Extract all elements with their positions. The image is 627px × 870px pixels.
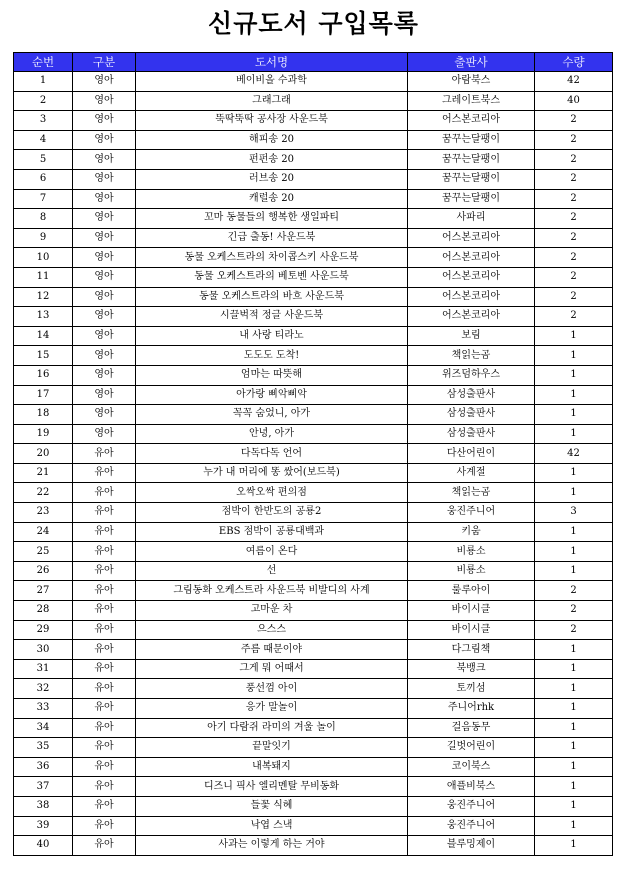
cell-quantity: 1	[535, 542, 613, 562]
cell-category: 영아	[73, 267, 136, 287]
cell-number: 34	[14, 718, 73, 738]
cell-title: 시끌벅적 정글 사운드북	[136, 307, 408, 327]
cell-publisher: 블루밍제이	[408, 836, 535, 856]
cell-title: 누가 내 머리에 똥 쌌어(보드북)	[136, 463, 408, 483]
cell-title: 그림동화 오케스트라 사운드북 비발디의 사계	[136, 581, 408, 601]
table-row	[14, 365, 613, 385]
table-row	[14, 189, 613, 209]
column-header-quantity: 수량	[535, 53, 613, 72]
cell-title: 응가 말놀이	[136, 699, 408, 719]
column-header-publisher: 출판사	[408, 53, 535, 72]
cell-number: 15	[14, 346, 73, 366]
cell-number: 11	[14, 267, 73, 287]
cell-category: 유아	[73, 777, 136, 797]
cell-category: 유아	[73, 659, 136, 679]
cell-publisher: 꿈꾸는달팽이	[408, 189, 535, 209]
table-row	[14, 601, 613, 621]
cell-quantity: 1	[535, 522, 613, 542]
cell-category: 유아	[73, 444, 136, 464]
cell-title: 안녕, 아가	[136, 424, 408, 444]
cell-quantity: 1	[535, 699, 613, 719]
cell-category: 유아	[73, 640, 136, 660]
cell-category: 영아	[73, 72, 136, 92]
cell-title: 그게 뭐 어때서	[136, 659, 408, 679]
cell-title: 사과는 이렇게 하는 거야	[136, 836, 408, 856]
cell-title: 풍선껌 아이	[136, 679, 408, 699]
cell-publisher: 보림	[408, 326, 535, 346]
cell-number: 7	[14, 189, 73, 209]
cell-title: 오싹오싹 편의점	[136, 483, 408, 503]
table-row	[14, 640, 613, 660]
cell-quantity: 1	[535, 679, 613, 699]
cell-publisher: 그레이트북스	[408, 91, 535, 111]
cell-publisher: 웅진주니어	[408, 503, 535, 523]
cell-title: 뚝딱뚝딱 공사장 사운드북	[136, 111, 408, 131]
table-row	[14, 542, 613, 562]
cell-number: 1	[14, 72, 73, 92]
cell-title: 동물 오케스트라의 베토벤 사운드북	[136, 267, 408, 287]
cell-category: 유아	[73, 738, 136, 758]
cell-title: 도도도 도착!	[136, 346, 408, 366]
cell-number: 29	[14, 620, 73, 640]
table-row	[14, 405, 613, 425]
table-row	[14, 228, 613, 248]
cell-quantity: 1	[535, 326, 613, 346]
cell-publisher: 삼성출판사	[408, 424, 535, 444]
cell-quantity: 2	[535, 287, 613, 307]
table-row	[14, 757, 613, 777]
table-row	[14, 209, 613, 229]
cell-quantity: 1	[535, 640, 613, 660]
cell-title: 펀펀송 20	[136, 150, 408, 170]
cell-category: 영아	[73, 228, 136, 248]
cell-publisher: 키움	[408, 522, 535, 542]
cell-publisher: 길벗어린이	[408, 738, 535, 758]
cell-number: 39	[14, 816, 73, 836]
cell-number: 14	[14, 326, 73, 346]
cell-title: 선	[136, 561, 408, 581]
table-row	[14, 385, 613, 405]
cell-number: 4	[14, 130, 73, 150]
table-row	[14, 424, 613, 444]
column-header-title: 도서명	[136, 53, 408, 72]
cell-quantity: 1	[535, 385, 613, 405]
cell-title: 캐럴송 20	[136, 189, 408, 209]
cell-quantity: 1	[535, 405, 613, 425]
cell-title: 다독다독 언어	[136, 444, 408, 464]
cell-quantity: 1	[535, 757, 613, 777]
cell-publisher: 삼성출판사	[408, 385, 535, 405]
cell-category: 유아	[73, 816, 136, 836]
cell-publisher: 바이시클	[408, 620, 535, 640]
cell-category: 영아	[73, 287, 136, 307]
cell-title: 꼬마 동물들의 행복한 생일파티	[136, 209, 408, 229]
table-row	[14, 836, 613, 856]
cell-number: 5	[14, 150, 73, 170]
cell-quantity: 2	[535, 209, 613, 229]
table-row	[14, 503, 613, 523]
cell-quantity: 3	[535, 503, 613, 523]
cell-quantity: 2	[535, 130, 613, 150]
cell-title: 러브송 20	[136, 169, 408, 189]
cell-number: 17	[14, 385, 73, 405]
cell-quantity: 42	[535, 444, 613, 464]
column-header-number: 순번	[14, 53, 73, 72]
table-row	[14, 699, 613, 719]
cell-category: 영아	[73, 189, 136, 209]
table-row	[14, 738, 613, 758]
cell-number: 18	[14, 405, 73, 425]
column-header-category: 구분	[73, 53, 136, 72]
cell-quantity: 2	[535, 581, 613, 601]
cell-title: 으스스	[136, 620, 408, 640]
cell-publisher: 어스본코리아	[408, 307, 535, 327]
cell-category: 유아	[73, 757, 136, 777]
cell-publisher: 꿈꾸는달팽이	[408, 150, 535, 170]
cell-quantity: 2	[535, 248, 613, 268]
cell-number: 9	[14, 228, 73, 248]
cell-quantity: 2	[535, 601, 613, 621]
cell-category: 유아	[73, 503, 136, 523]
cell-category: 유아	[73, 581, 136, 601]
cell-category: 영아	[73, 424, 136, 444]
cell-quantity: 42	[535, 72, 613, 92]
cell-number: 8	[14, 209, 73, 229]
cell-title: 고마운 차	[136, 601, 408, 621]
cell-publisher: 꿈꾸는달팽이	[408, 169, 535, 189]
cell-category: 유아	[73, 483, 136, 503]
cell-quantity: 1	[535, 738, 613, 758]
cell-title: 아가랑 삐악삐악	[136, 385, 408, 405]
cell-number: 19	[14, 424, 73, 444]
cell-title: 해피송 20	[136, 130, 408, 150]
cell-publisher: 바이시클	[408, 601, 535, 621]
cell-quantity: 2	[535, 150, 613, 170]
cell-quantity: 1	[535, 659, 613, 679]
cell-category: 영아	[73, 209, 136, 229]
cell-quantity: 1	[535, 816, 613, 836]
cell-category: 유아	[73, 561, 136, 581]
table-row	[14, 522, 613, 542]
cell-publisher: 어스본코리아	[408, 267, 535, 287]
cell-category: 유아	[73, 699, 136, 719]
table-row	[14, 463, 613, 483]
table-row	[14, 91, 613, 111]
cell-quantity: 40	[535, 91, 613, 111]
cell-quantity: 1	[535, 483, 613, 503]
cell-quantity: 2	[535, 189, 613, 209]
cell-number: 23	[14, 503, 73, 523]
table-row	[14, 72, 613, 92]
cell-number: 12	[14, 287, 73, 307]
table-row	[14, 816, 613, 836]
cell-number: 22	[14, 483, 73, 503]
cell-publisher: 아람북스	[408, 72, 535, 92]
cell-publisher: 주니어rhk	[408, 699, 535, 719]
cell-quantity: 1	[535, 796, 613, 816]
cell-title: 동물 오케스트라의 바흐 사운드북	[136, 287, 408, 307]
table-row	[14, 796, 613, 816]
table-row	[14, 777, 613, 797]
cell-publisher: 어스본코리아	[408, 228, 535, 248]
cell-publisher: 다산어린이	[408, 444, 535, 464]
cell-category: 유아	[73, 836, 136, 856]
cell-publisher: 다그림책	[408, 640, 535, 660]
cell-category: 유아	[73, 463, 136, 483]
cell-category: 영아	[73, 248, 136, 268]
cell-publisher: 토끼섬	[408, 679, 535, 699]
table-row	[14, 248, 613, 268]
cell-publisher: 위즈덤하우스	[408, 365, 535, 385]
cell-publisher: 애플비북스	[408, 777, 535, 797]
cell-title: 아기 다람쥐 라미의 겨울 놀이	[136, 718, 408, 738]
table-row	[14, 307, 613, 327]
cell-title: 내복돼지	[136, 757, 408, 777]
table-row	[14, 169, 613, 189]
table-row	[14, 287, 613, 307]
cell-quantity: 1	[535, 718, 613, 738]
cell-quantity: 2	[535, 169, 613, 189]
cell-publisher: 코이북스	[408, 757, 535, 777]
cell-category: 영아	[73, 326, 136, 346]
cell-number: 26	[14, 561, 73, 581]
table-header-row	[14, 53, 613, 72]
cell-number: 25	[14, 542, 73, 562]
cell-number: 21	[14, 463, 73, 483]
cell-number: 30	[14, 640, 73, 660]
table-row	[14, 659, 613, 679]
table-row	[14, 111, 613, 131]
cell-number: 6	[14, 169, 73, 189]
cell-category: 영아	[73, 385, 136, 405]
table-row	[14, 150, 613, 170]
table-row	[14, 326, 613, 346]
cell-category: 영아	[73, 91, 136, 111]
cell-number: 28	[14, 601, 73, 621]
table-row	[14, 679, 613, 699]
cell-category: 유아	[73, 542, 136, 562]
cell-quantity: 1	[535, 561, 613, 581]
cell-number: 36	[14, 757, 73, 777]
cell-publisher: 룰루아이	[408, 581, 535, 601]
cell-category: 유아	[73, 601, 136, 621]
cell-category: 유아	[73, 796, 136, 816]
cell-number: 24	[14, 522, 73, 542]
table-row	[14, 130, 613, 150]
cell-title: EBS 점박이 공룡대백과	[136, 522, 408, 542]
cell-number: 38	[14, 796, 73, 816]
cell-category: 유아	[73, 718, 136, 738]
cell-title: 디즈니 픽사 엘리멘탈 무비동화	[136, 777, 408, 797]
cell-publisher: 웅진주니어	[408, 796, 535, 816]
cell-number: 32	[14, 679, 73, 699]
cell-publisher: 웅진주니어	[408, 816, 535, 836]
table-row	[14, 346, 613, 366]
cell-category: 영아	[73, 111, 136, 131]
cell-quantity: 1	[535, 424, 613, 444]
cell-quantity: 1	[535, 777, 613, 797]
cell-publisher: 사파리	[408, 209, 535, 229]
cell-number: 37	[14, 777, 73, 797]
cell-category: 영아	[73, 130, 136, 150]
table-row	[14, 483, 613, 503]
cell-number: 3	[14, 111, 73, 131]
cell-publisher: 어스본코리아	[408, 248, 535, 268]
cell-title: 엄마는 따뜻해	[136, 365, 408, 385]
cell-publisher: 비룡소	[408, 542, 535, 562]
cell-number: 16	[14, 365, 73, 385]
cell-quantity: 1	[535, 365, 613, 385]
cell-quantity: 2	[535, 228, 613, 248]
cell-category: 영아	[73, 169, 136, 189]
table-row	[14, 444, 613, 464]
cell-number: 20	[14, 444, 73, 464]
cell-title: 그래그래	[136, 91, 408, 111]
table-row	[14, 267, 613, 287]
table-row	[14, 620, 613, 640]
cell-category: 영아	[73, 365, 136, 385]
cell-number: 40	[14, 836, 73, 856]
cell-number: 10	[14, 248, 73, 268]
cell-category: 유아	[73, 522, 136, 542]
cell-title: 점박이 한반도의 공룡2	[136, 503, 408, 523]
cell-number: 13	[14, 307, 73, 327]
table-row	[14, 718, 613, 738]
cell-category: 유아	[73, 679, 136, 699]
cell-quantity: 1	[535, 836, 613, 856]
cell-title: 내 사랑 티라노	[136, 326, 408, 346]
cell-publisher: 비룡소	[408, 561, 535, 581]
cell-publisher: 사계절	[408, 463, 535, 483]
cell-title: 들꽃 식혜	[136, 796, 408, 816]
cell-category: 영아	[73, 150, 136, 170]
cell-title: 끝말잇기	[136, 738, 408, 758]
cell-publisher: 꿈꾸는달팽이	[408, 130, 535, 150]
cell-number: 35	[14, 738, 73, 758]
cell-title: 동물 오케스트라의 차이콥스키 사운드북	[136, 248, 408, 268]
cell-title: 긴급 출동! 사운드북	[136, 228, 408, 248]
cell-category: 영아	[73, 405, 136, 425]
table-row	[14, 581, 613, 601]
cell-publisher: 걸음동무	[408, 718, 535, 738]
page-title: 신규도서 구입목록	[208, 9, 419, 38]
cell-quantity: 2	[535, 620, 613, 640]
cell-quantity: 1	[535, 463, 613, 483]
cell-quantity: 1	[535, 346, 613, 366]
cell-title: 베이비올 수과학	[136, 72, 408, 92]
cell-publisher: 삼성출판사	[408, 405, 535, 425]
cell-title: 주름 때문이야	[136, 640, 408, 660]
cell-quantity: 2	[535, 307, 613, 327]
cell-quantity: 2	[535, 111, 613, 131]
cell-title: 여름이 온다	[136, 542, 408, 562]
cell-category: 유아	[73, 620, 136, 640]
cell-category: 영아	[73, 307, 136, 327]
book-purchase-table	[13, 52, 613, 856]
cell-publisher: 어스본코리아	[408, 111, 535, 131]
cell-number: 2	[14, 91, 73, 111]
cell-publisher: 북뱅크	[408, 659, 535, 679]
cell-number: 27	[14, 581, 73, 601]
cell-category: 영아	[73, 346, 136, 366]
cell-publisher: 책읽는곰	[408, 346, 535, 366]
cell-number: 33	[14, 699, 73, 719]
cell-quantity: 2	[535, 267, 613, 287]
cell-publisher: 어스본코리아	[408, 287, 535, 307]
cell-number: 31	[14, 659, 73, 679]
table-row	[14, 561, 613, 581]
cell-publisher: 책읽는곰	[408, 483, 535, 503]
cell-title: 낙엽 스낵	[136, 816, 408, 836]
cell-title: 꼭꼭 숨었니, 아가	[136, 405, 408, 425]
